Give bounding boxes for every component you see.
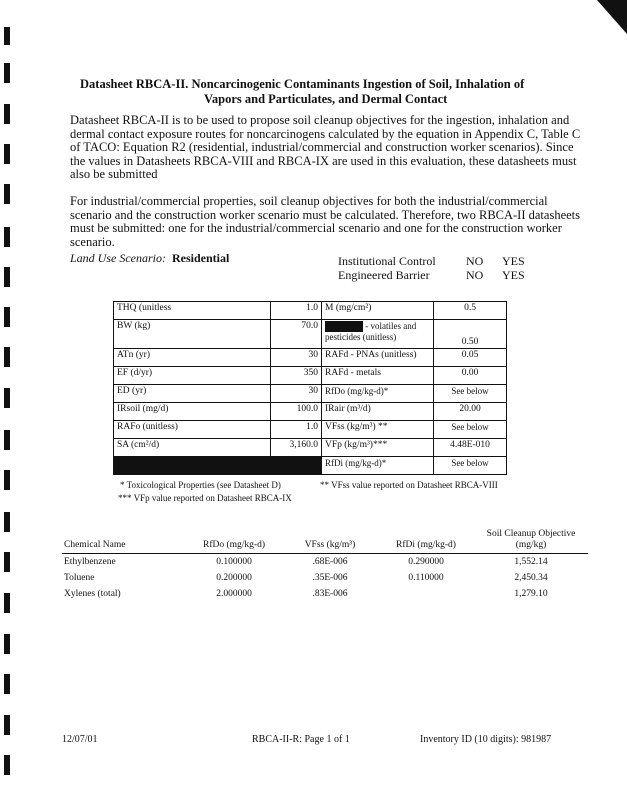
chem-rfdo: 2.000000 (216, 589, 252, 599)
datasheet-title (80, 77, 560, 107)
table-row (62, 586, 588, 602)
engineered-yes: YES (502, 268, 525, 282)
chem-rfdi: 0.290000 (408, 557, 444, 567)
param-value: 20.00 (434, 403, 507, 421)
footer-page: RBCA-II-R: Page 1 of 1 (252, 734, 350, 745)
param-label: THQ (unitless (114, 302, 271, 320)
scan-mark (4, 755, 10, 775)
footnote-2: ** VFss value reported on Datasheet RBCA-VIII (320, 480, 498, 490)
engineered-barrier-label: Engineered Barrier (338, 268, 430, 282)
scan-mark (4, 227, 10, 247)
engineered-no: NO (466, 268, 484, 282)
chem-vfss: .68E-006 (312, 557, 348, 567)
param-value: See below (434, 385, 507, 403)
param-value: 1.0 (271, 421, 322, 439)
footnote-3: *** VFp value reported on Datasheet RBCA-IX (118, 493, 292, 503)
param-value: 0.5 (434, 302, 507, 320)
param-value: 30 (271, 349, 322, 367)
scan-mark (4, 347, 10, 367)
scan-mark (4, 184, 10, 204)
param-value: 70.0 (271, 320, 322, 349)
param-label: SA (cm²/d) (114, 439, 271, 457)
param-label: IRair (m³/d) (322, 403, 434, 421)
chem-name: Toluene (64, 573, 95, 583)
intro-paragraph-1: Datasheet RBCA-II is to be used to propose soil cleanup objectives for the ingestion, inhalation and dermal contact exposure routes for noncarcinogens calculated by the equation in Appendix C, Table C of TACO: Equation R2 (residential, industrial/commercial and construction worker scenarios). Since the values in Datasheets RBCA-VIII and RBCA-IX are used in this evaluation, these datasheets must also be submitted (70, 113, 581, 181)
header-vfss: VFss (kg/m³) (282, 529, 378, 554)
chem-soil: 1,279.10 (514, 589, 548, 599)
chemical-table (62, 529, 588, 602)
param-label: RAFd - PNAs (unitless) (322, 349, 434, 367)
institutional-yes: YES (502, 254, 525, 268)
param-value: See below (434, 457, 507, 475)
param-row (114, 421, 507, 439)
param-row (114, 349, 507, 367)
param-label: RAFd - metals (322, 367, 434, 385)
param-label: ATn (yr) (114, 349, 271, 367)
param-value: See below (434, 421, 507, 439)
param-label: RAFo (unitless) (114, 421, 271, 439)
param-label: VFp (kg/m³)*** (322, 439, 434, 457)
param-value: 3,160.0 (271, 439, 322, 457)
chem-soil: 1,552.14 (514, 557, 548, 567)
header-soil-cleanup: Soil Cleanup Objective (mg/kg) (474, 529, 588, 554)
param-value: 30 (271, 385, 322, 403)
table-row (62, 554, 588, 571)
param-row (114, 367, 507, 385)
scan-mark (4, 715, 10, 735)
header-rfdo: RfDo (mg/kg-d) (186, 529, 282, 554)
chem-vfss: .83E-006 (312, 589, 348, 599)
param-label: VFss (kg/m³) ** (322, 421, 434, 439)
scenario-label: Land Use Scenario: (70, 251, 166, 265)
chem-rfdi: 0.110000 (408, 573, 444, 583)
param-label: EF (d/yr) (114, 367, 271, 385)
chem-rfdi (378, 586, 474, 602)
param-row (114, 385, 507, 403)
scenario-value: Residential (172, 251, 230, 265)
param-label-text: - volatiles and pesticides (unitless) (325, 321, 417, 343)
land-use-scenario (70, 251, 229, 266)
param-row (114, 302, 507, 320)
controls-block (338, 254, 525, 282)
param-row (114, 439, 507, 457)
header-chemical-name: Chemical Name (62, 529, 186, 554)
param-value: 0.05 (434, 349, 507, 367)
redaction-box (325, 321, 363, 332)
footnote-1: * Toxicological Properties (see Datasheet D) (120, 480, 281, 490)
scan-mark (4, 552, 10, 572)
header-rfdi: RfDi (mg/kg-d) (378, 529, 474, 554)
param-label: RfDi (mg/kg-d)* (322, 457, 434, 475)
scan-mark (4, 593, 10, 613)
param-value: 0.50 (434, 320, 507, 349)
footer-date: 12/07/01 (62, 734, 98, 745)
chem-rfdo: 0.200000 (216, 573, 252, 583)
chem-name: Xylenes (total) (64, 589, 121, 599)
param-value: 0.00 (434, 367, 507, 385)
param-row (114, 320, 507, 349)
scan-mark (4, 674, 10, 694)
scan-mark (4, 144, 10, 164)
param-label: BW (kg) (114, 320, 271, 349)
param-label: IRsoil (mg/d) (114, 403, 271, 421)
footer-inventory: Inventory ID (10 digits): 981987 (420, 734, 552, 745)
scan-mark (4, 104, 10, 124)
scan-mark (4, 512, 10, 532)
intro-paragraph-2: For industrial/commercial properties, soil cleanup objectives for both the industrial/commercial scenario and the construction worker scenario must be calculated. Therefore, two RBCA-II datasheets must be submitted: one for the industrial/commercial scenario and one for the construction worker scenario. (70, 194, 581, 249)
param-value: 350 (271, 367, 322, 385)
scan-mark (4, 63, 10, 83)
blacked-out-cell (114, 457, 322, 475)
param-label (322, 320, 434, 349)
page-corner-mark (597, 0, 627, 34)
title-line-2: Vapors and Particulates, and Dermal Contact (204, 92, 448, 106)
scan-mark (4, 27, 10, 45)
parameter-table (113, 301, 507, 475)
param-label: RfDo (mg/kg-d)* (322, 385, 434, 403)
table-row (62, 570, 588, 586)
scan-mark (4, 430, 10, 450)
institutional-no: NO (466, 254, 484, 268)
param-value: 1.0 (271, 302, 322, 320)
param-value: 4.48E-010 (434, 439, 507, 457)
param-label: M (mg/cm²) (322, 302, 434, 320)
title-line-1: Datasheet RBCA-II. Noncarcinogenic Contaminants Ingestion of Soil, Inhalation of (80, 77, 525, 91)
chem-vfss: .35E-006 (312, 573, 348, 583)
scan-mark (4, 634, 10, 654)
param-value: 100.0 (271, 403, 322, 421)
chem-name: Ethylbenzene (64, 557, 116, 567)
chem-header-row (62, 529, 588, 554)
chem-soil: 2,450.34 (514, 573, 548, 583)
institutional-control-label: Institutional Control (338, 254, 436, 268)
param-label: ED (yr) (114, 385, 271, 403)
scan-mark (4, 388, 10, 408)
scan-mark (4, 470, 10, 490)
param-row (114, 403, 507, 421)
scan-mark (4, 267, 10, 287)
scan-mark (4, 307, 10, 327)
param-row (114, 457, 507, 475)
chem-rfdo: 0.100000 (216, 557, 252, 567)
